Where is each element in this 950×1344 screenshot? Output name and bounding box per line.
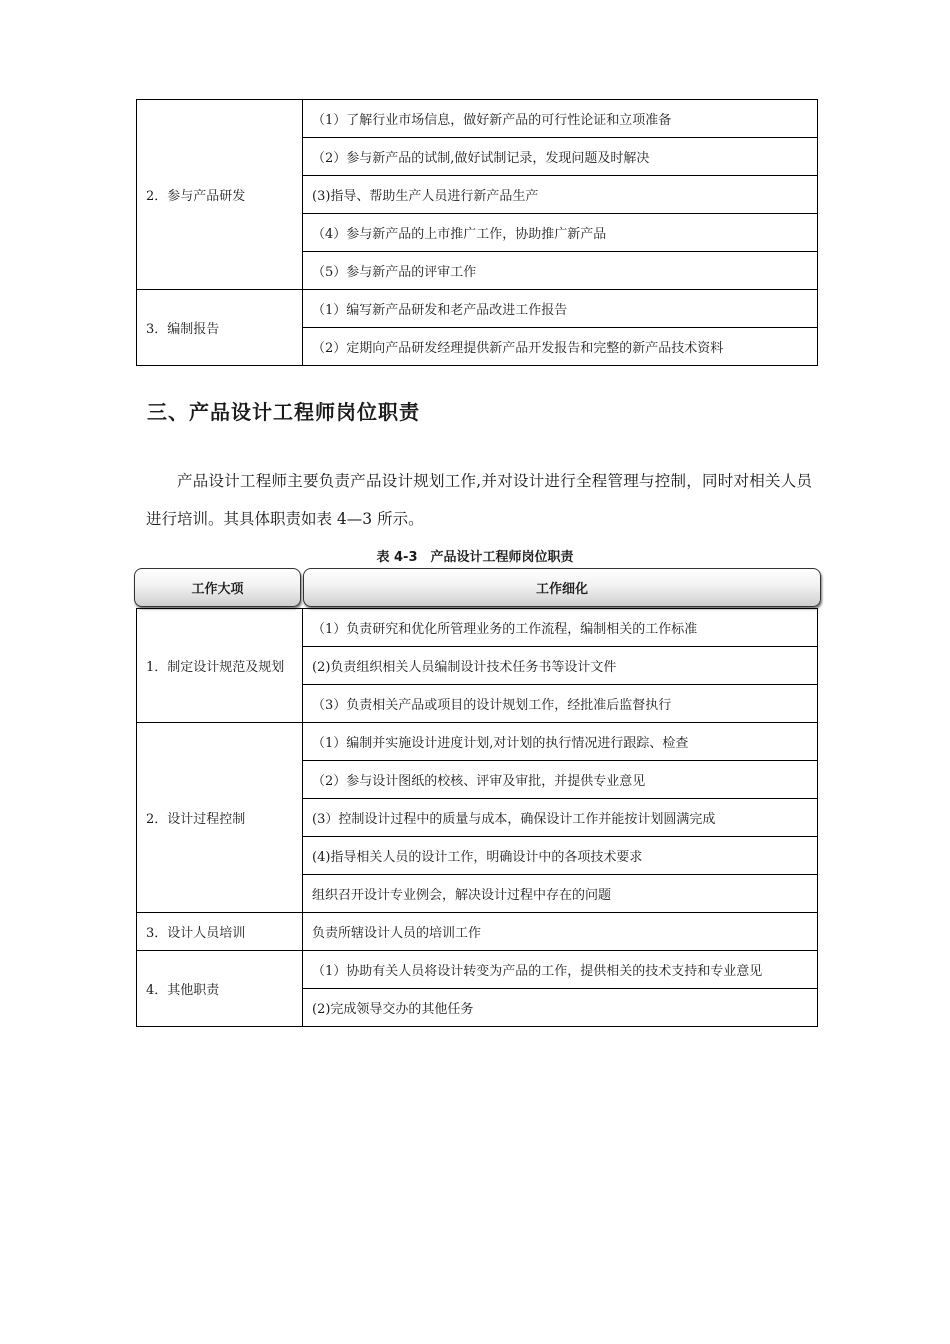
table-row xyxy=(137,609,818,647)
detail-cell: (3）控制设计过程中的质量与成本，确保设计工作并能按计划圆满完成 xyxy=(303,799,818,837)
table-row xyxy=(137,951,818,989)
detail-cell: （1）协助有关人员将设计转变为产品的工作，提供相关的技术支持和专业意见 xyxy=(303,951,818,989)
detail-cell: （1）了解行业市场信息，做好新产品的可行性论证和立项准备 xyxy=(303,100,818,138)
detail-cell: （2）定期向产品研发经理提供新产品开发报告和完整的新产品技术资料 xyxy=(303,328,818,366)
category-cell: 1．制定设计规范及规划 xyxy=(137,609,303,723)
detail-cell: 负责所辖设计人员的培训工作 xyxy=(303,913,818,951)
detail-cell: (4)指导相关人员的设计工作，明确设计中的各项技术要求 xyxy=(303,837,818,875)
duty-table-continued xyxy=(136,99,818,366)
detail-cell: (3)指导、帮助生产人员进行新产品生产 xyxy=(303,176,818,214)
column-header-category: 工作大项 xyxy=(134,568,301,607)
detail-cell: （1）编写新产品研发和老产品改进工作报告 xyxy=(303,290,818,328)
category-cell: 3．编制报告 xyxy=(137,290,303,366)
section-heading: 三、产品设计工程师岗位职责 xyxy=(147,400,420,424)
detail-cell: (2)负责组织相关人员编制设计技术任务书等设计文件 xyxy=(303,647,818,685)
table-row xyxy=(137,290,818,328)
category-cell: 4．其他职责 xyxy=(137,951,303,1027)
duty-table xyxy=(136,608,818,1027)
detail-cell: （5）参与新产品的评审工作 xyxy=(303,252,818,290)
table-caption: 表 4-3 产品设计工程师岗位职责 xyxy=(376,550,574,565)
detail-cell: （3）负责相关产品或项目的设计规划工作，经批准后监督执行 xyxy=(303,685,818,723)
table-row xyxy=(137,100,818,138)
table-row xyxy=(137,913,818,951)
detail-cell: （2）参与新产品的试制,做好试制记录，发现问题及时解决 xyxy=(303,138,818,176)
column-header-detail: 工作细化 xyxy=(303,568,821,607)
detail-cell: （2）参与设计图纸的校核、评审及审批，并提供专业意见 xyxy=(303,761,818,799)
detail-cell: （1）负责研究和优化所管理业务的工作流程，编制相关的工作标准 xyxy=(303,609,818,647)
category-cell: 2．设计过程控制 xyxy=(137,723,303,913)
table-row xyxy=(137,723,818,761)
detail-cell: (2)完成领导交办的其他任务 xyxy=(303,989,818,1027)
category-cell: 3．设计人员培训 xyxy=(137,913,303,951)
section-paragraph: 产品设计工程师主要负责产品设计规划工作,并对设计进行全程管理与控制，同时对相关人员进行培训。其具体职责如表 4—3 所示。 xyxy=(146,472,812,528)
detail-cell: （4）参与新产品的上市推广工作，协助推广新产品 xyxy=(303,214,818,252)
detail-cell: 组织召开设计专业例会，解决设计过程中存在的问题 xyxy=(303,875,818,913)
detail-cell: （1）编制并实施设计进度计划,对计划的执行情况进行跟踪、检查 xyxy=(303,723,818,761)
category-cell: 2．参与产品研发 xyxy=(137,100,303,290)
